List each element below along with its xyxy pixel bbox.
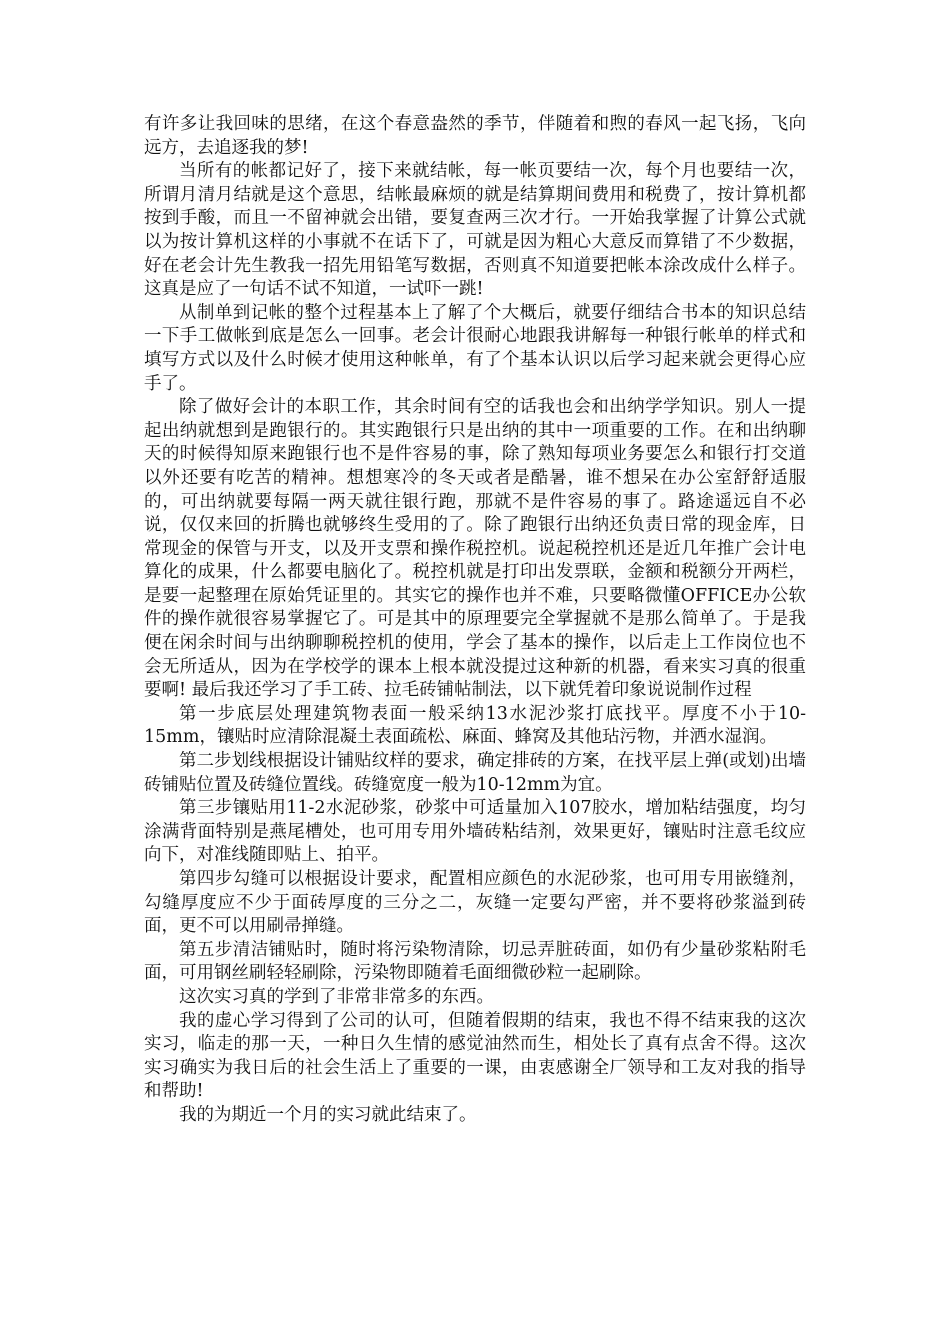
paragraph-gratitude: 我的虚心学习得到了公司的认可，但随着假期的结束，我也不得不结束我的这次实习，临走的那一天，一种日久生情的感觉油然而生，相处长了真有点舍不得。这次实习确实为我日后的社会生活上了重要的一课，由衷感谢全厂领导和工友对我的指导和帮助! [144, 1010, 806, 1102]
paragraph-step-one: 第一步底层处理建筑物表面一般采纳13水泥沙浆打底找平。厚度不小于10-15mm，镶贴时应清除混凝土表面疏松、麻面、蜂窝及其他玷污物，并洒水湿润。 [144, 703, 806, 748]
paragraph-conclusion: 我的为期近一个月的实习就此结束了。 [179, 1104, 477, 1125]
paragraph-step-two: 第二步划线根据设计铺贴纹样的要求，确定排砖的方案，在找平层上弹(或划)出墙砖铺贴位置及砖缝位置线。砖缝宽度一般为10-12mm为宜。 [144, 751, 806, 795]
document-body [144, 113, 806, 1128]
paragraph-dream: 有许多让我回味的思绪，在这个春意盎然的季节，伴随着和煦的春风一起飞扬，飞向远方，去追逐我的梦! [144, 114, 806, 158]
paragraph-cashier-work: 除了做好会计的本职工作，其余时间有空的话我也会和出纳学学知识。别人一提起出纳就想到是跑银行的。其实跑银行只是出纳的其中一项重要的工作。在和出纳聊天的时候得知原来跑银行也不是件容易的事，除了熟知每项业务要怎么和银行打交道以外还要有吃苦的精神。想想寒冷的冬天或者是酷暑，谁不想呆在办公室舒舒适服的，可出纳就要每隔一两天就往银行跑，那就不是件容易的事了。路途遥远自不必说，仅仅来回的折腾也就够终生受用的了。除了跑银行出纳还负责日常的现金库，日常现金的保管与开支，以及开支票和操作税控机。说起税控机还是近几年推广会计电算化的成果，什么都要电脑化了。税控机就是打印出发票联，金额和税额分开两栏，是要一起整理在原始凭证里的。其实它的操作也并不难，只要略微懂OFFICE办公软件的操作就很容易掌握它了。可是其中的原理要完全掌握就不是那么简单了。于是我便在闲余时间与出纳聊聊税控机的使用，学会了基本的操作，以后走上工作岗位也不会无所适从，因为在学校学的课本上根本就没提过这种新的机器，看来实习真的很重要啊! 最后我还学习了手工砖、拉毛砖铺帖制法，以下就凭着印象说说制作过程 [144, 397, 806, 701]
paragraph-step-four: 第四步勾缝可以根据设计要求，配置相应颜色的水泥砂浆，也可用专用嵌缝剂，勾缝厚度应不少于面砖厚度的三分之二，灰缝一定要勾严密，并不要将砂浆溢到砖面，更不可以用刷帚掸缝。 [144, 869, 806, 937]
paragraph-manual-bookkeeping: 从制单到记帐的整个过程基本上了解了个大概后，就要仔细结合书本的知识总结一下手工做帐到底是怎么一回事。老会计很耐心地跟我讲解每一种银行帐单的样式和填写方式以及什么时候才使用这种帐单，有了个基本认识以后学习起来就会更得心应手了。 [144, 302, 806, 394]
paragraph-closing-accounts: 当所有的帐都记好了，接下来就结帐，每一帐页要结一次，每个月也要结一次，所谓月清月结就是这个意思，结帐最麻烦的就是结算期间费用和税费了，按计算机都按到手酸，而且一不留神就会出错，要复查两三次才行。一开始我掌握了计算公式就以为按计算机这样的小事就不在话下了，可就是因为粗心大意反而算错了不少数据，好在老会计先生教我一招先用铅笔写数据，否则真不知道要把帐本涂改成什么样子。这真是应了一句话不试不知道，一试吓一跳! [144, 161, 806, 300]
paragraph-step-five: 第五步清洁铺贴时，随时将污染物清除，切忌弄脏砖面，如仍有少量砂浆粘附毛面，可用钢丝刷轻轻刷除，污染物即随着毛面细微砂粒一起刷除。 [144, 939, 806, 984]
paragraph-learned-much: 这次实习真的学到了非常非常多的东西。 [179, 986, 494, 1007]
paragraph-step-three: 第三步镶贴用11-2水泥砂浆，砂浆中可适量加入107胶水，增加粘结强度，均匀涂满背面特别是燕尾槽处，也可用专用外墙砖粘结剂，效果更好，镶贴时注意毛纹应向下，对准线随即贴上、拍平。 [144, 798, 806, 866]
